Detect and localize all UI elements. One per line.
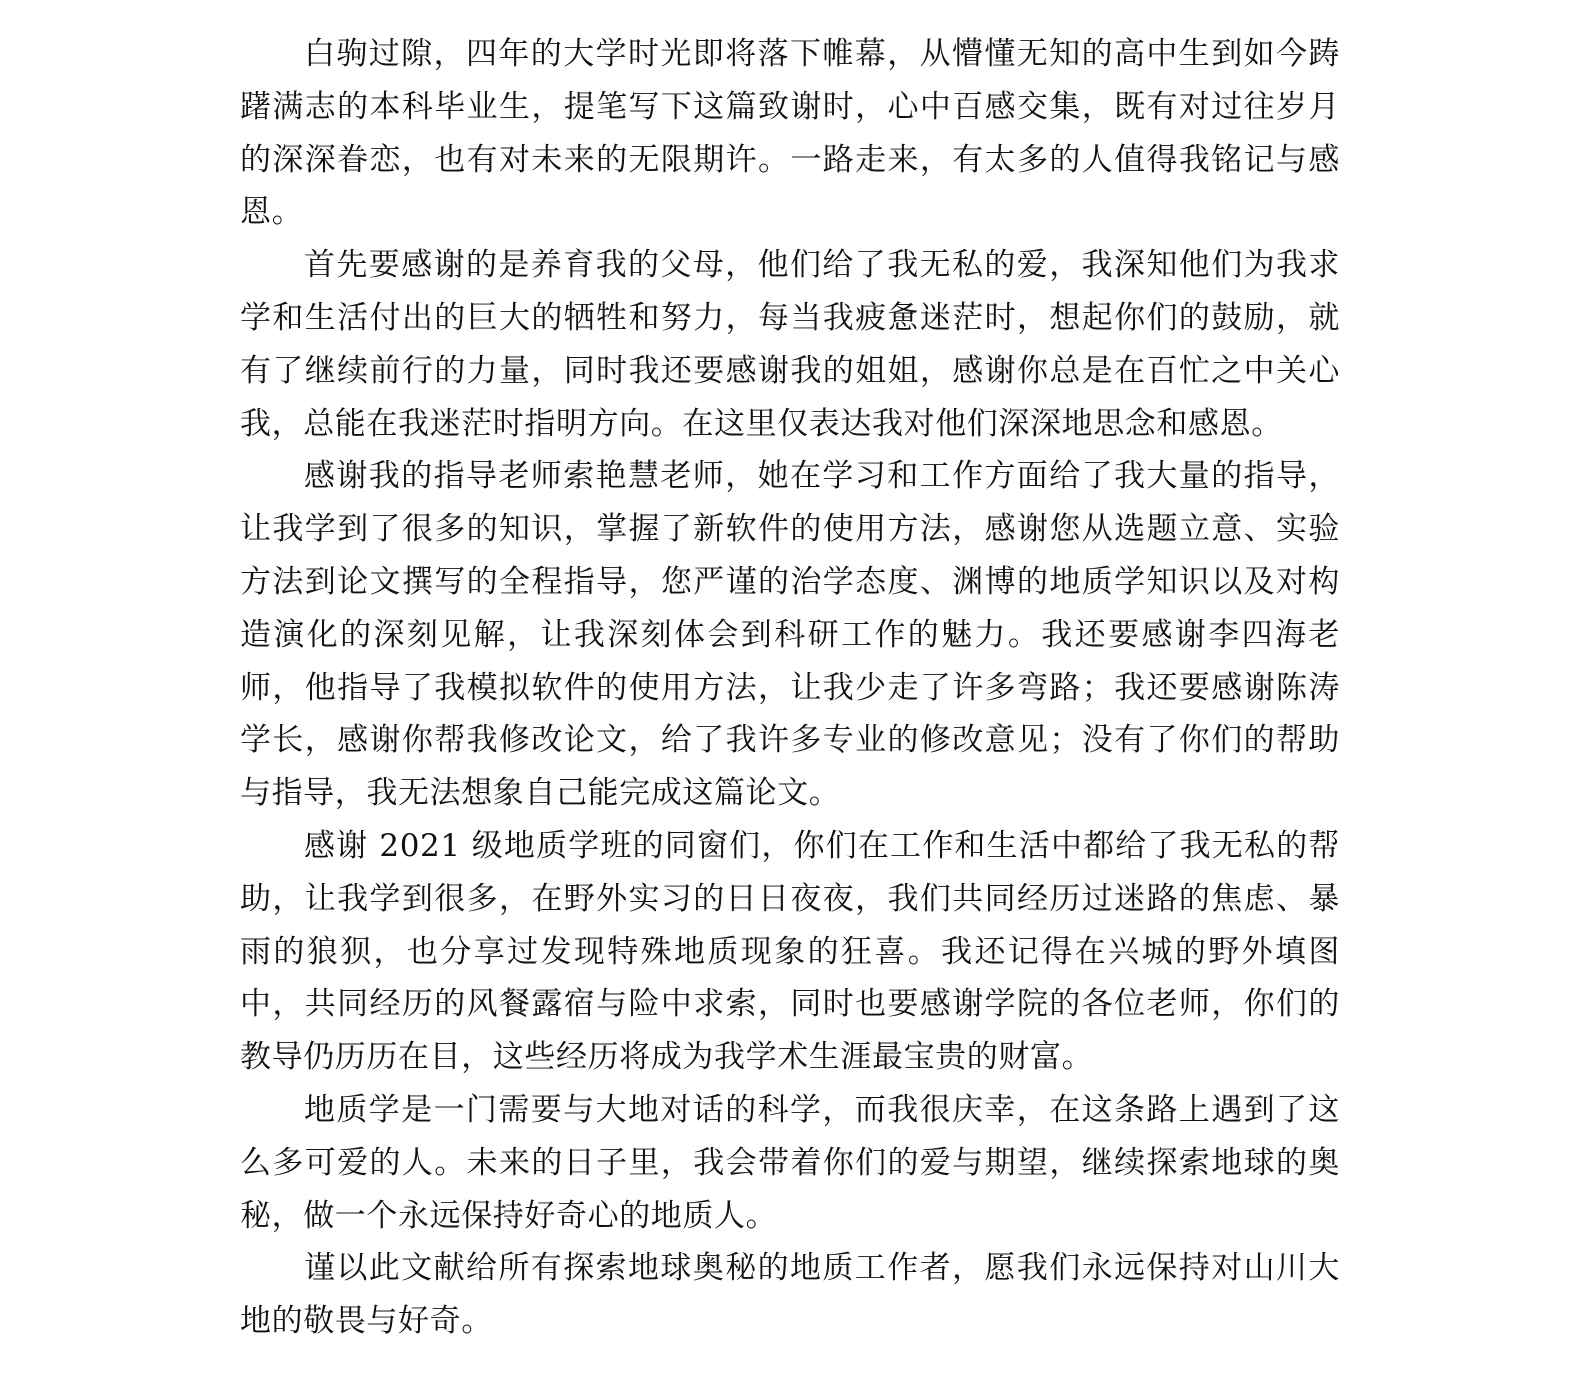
paragraph-thanks-classmates: 感谢 2021 级地质学班的同窗们，你们在工作和生活中都给了我无私的帮助，让我学到很多，在野外实习的日日夜夜，我们共同经历过迷路的焦虑、暴雨的狼狈，也分享过发现特殊地质现象的狂喜。我还记得在兴城的野外填图中，共同经历的风餐露宿与险中求索，同时也要感谢学院的各位老师，你们的教导仍历历在目，这些经历将成为我学术生涯最宝贵的财富。 xyxy=(240,827,1340,1076)
acknowledgement-body xyxy=(240,28,1340,1348)
paragraph-thanks-parents: 首先要感谢的是养育我的父母，他们给了我无私的爱，我深知他们为我求学和生活付出的巨大的牺牲和努力，每当我疲惫迷茫时，想起你们的鼓励，就有了继续前行的力量，同时我还要感谢我的姐姐，感谢你总是在百忙之中关心我，总能在我迷茫时指明方向。在这里仅表达我对他们深深地思念和感恩。 xyxy=(240,247,1340,442)
paragraph-thanks-advisors: 感谢我的指导老师索艳慧老师，她在学习和工作方面给了我大量的指导，让我学到了很多的知识，掌握了新软件的使用方法，感谢您从选题立意、实验方法到论文撰写的全程指导，您严谨的治学态度、渊博的地质学知识以及对构造演化的深刻见解，让我深刻体会到科研工作的魅力。我还要感谢李四海老师，他指导了我模拟软件的使用方法，让我少走了许多弯路；我还要感谢陈涛学长，感谢你帮我修改论文，给了我许多专业的修改意见；没有了你们的帮助与指导，我无法想象自己能完成这篇论文。 xyxy=(240,458,1340,812)
paragraph-future: 地质学是一门需要与大地对话的科学，而我很庆幸，在这条路上遇到了这么多可爱的人。未来的日子里，我会带着你们的爱与期望，继续探索地球的奥秘，做一个永远保持好奇心的地质人。 xyxy=(240,1091,1340,1234)
paragraph-time-passing: 白驹过隙，四年的大学时光即将落下帷幕，从懵懂无知的高中生到如今踌躇满志的本科毕业生，提笔写下这篇致谢时，心中百感交集，既有对过往岁月的深深眷恋，也有对未来的无限期许。一路走来，有太多的人值得我铭记与感恩。 xyxy=(240,36,1340,231)
paragraph-dedication: 谨以此文献给所有探索地球奥秘的地质工作者，愿我们永远保持对山川大地的敬畏与好奇。 xyxy=(240,1250,1340,1340)
